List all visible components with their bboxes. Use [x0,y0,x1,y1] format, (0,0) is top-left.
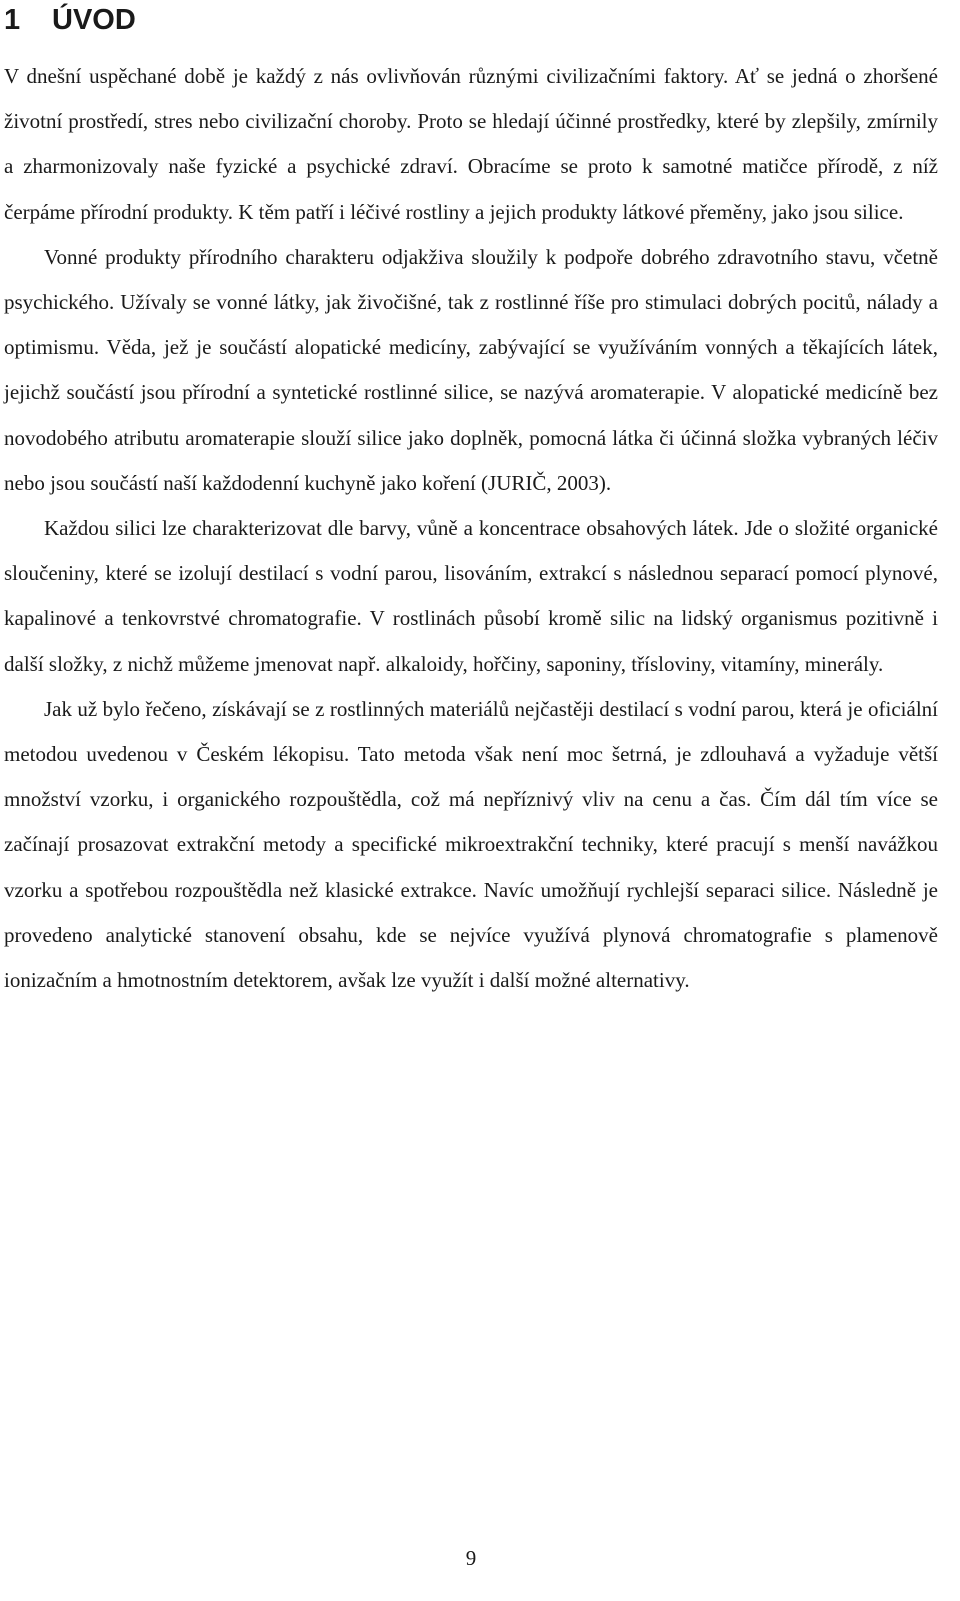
document-page [4,0,938,1601]
paragraph-3: Každou silici lze charakterizovat dle barvy, vůně a koncentrace obsahových látek. Jde o složité organické sloučeniny, které se izolují destilací s vodní parou, lisováním, extrakcí s následnou separací pomocí plynové, kapalinové a tenkovrstvé chromatografie. V rostlinách působí kromě silic na lidský organismus pozitivně i další složky, z nichž můžeme jmenovat např. alkaloidy, hořčiny, saponiny, třísloviny, vitamíny, minerály. [4,516,938,676]
page-number: 9 [465,1546,477,1570]
chapter-number: 1 [4,4,21,36]
paragraph-1: V dnešní uspěchané době je každý z nás ovlivňován různými civilizačními faktory. Ať se jedná o zhoršené životní prostředí, stres nebo civilizační choroby. Proto se hledají účinné prostředky, které by zlepšily, zmírnily a zharmonizovaly naše fyzické a psychické zdraví. Obracíme se proto k samotné matičce přírodě, z níž čerpáme přírodní produkty. K těm patří i léčivé rostliny a jejich produkty látkové přeměny, jako jsou silice. [4,64,938,224]
body-text [4,54,938,1003]
paragraph-4: Jak už bylo řečeno, získávají se z rostlinných materiálů nejčastěji destilací s vodní parou, která je oficiální metodou uvedenou v Českém lékopisu. Tato metoda však není moc šetrná, je zdlouhavá a vyžaduje větší množství vzorku, i organického rozpouštědla, což má nepříznivý vliv na cenu a čas. Čím dál tím více se začínají prosazovat extrakční metody a specifické mikroextrakční techniky, které pracují s menší navážkou vzorku a spotřebou rozpouštědla než klasické extrakce. Navíc umožňují rychlejší separaci silice. Následně je provedeno analytické stanovení obsahu, kde se nejvíce využívá plynová chromatografie s plamenově ionizačním a hmotnostním detektorem, avšak lze využít i další možné alternativy. [4,696,938,993]
chapter-title: ÚVOD [52,4,136,36]
chapter-heading [4,2,136,38]
paragraph-2: Vonné produkty přírodního charakteru odjakživa sloužily k podpoře dobrého zdravotního stavu, včetně psychického. Užívaly se vonné látky, jak živočišné, tak z rostlinné říše pro stimulaci dobrých pocitů, nálady a optimismu. Věda, jež je součástí alopatické medicíny, zabývající se využíváním vonných a těkajících látek, jejichž součástí jsou přírodní a syntetické rostlinné silice, se nazývá aromaterapie. V alopatické medicíně bez novodobého atributu aromaterapie slouží silice jako doplněk, pomocná látka či účinná složka vybraných léčiv nebo jsou součástí naší každodenní kuchyně jako koření (JURIČ, 2003). [4,244,938,495]
